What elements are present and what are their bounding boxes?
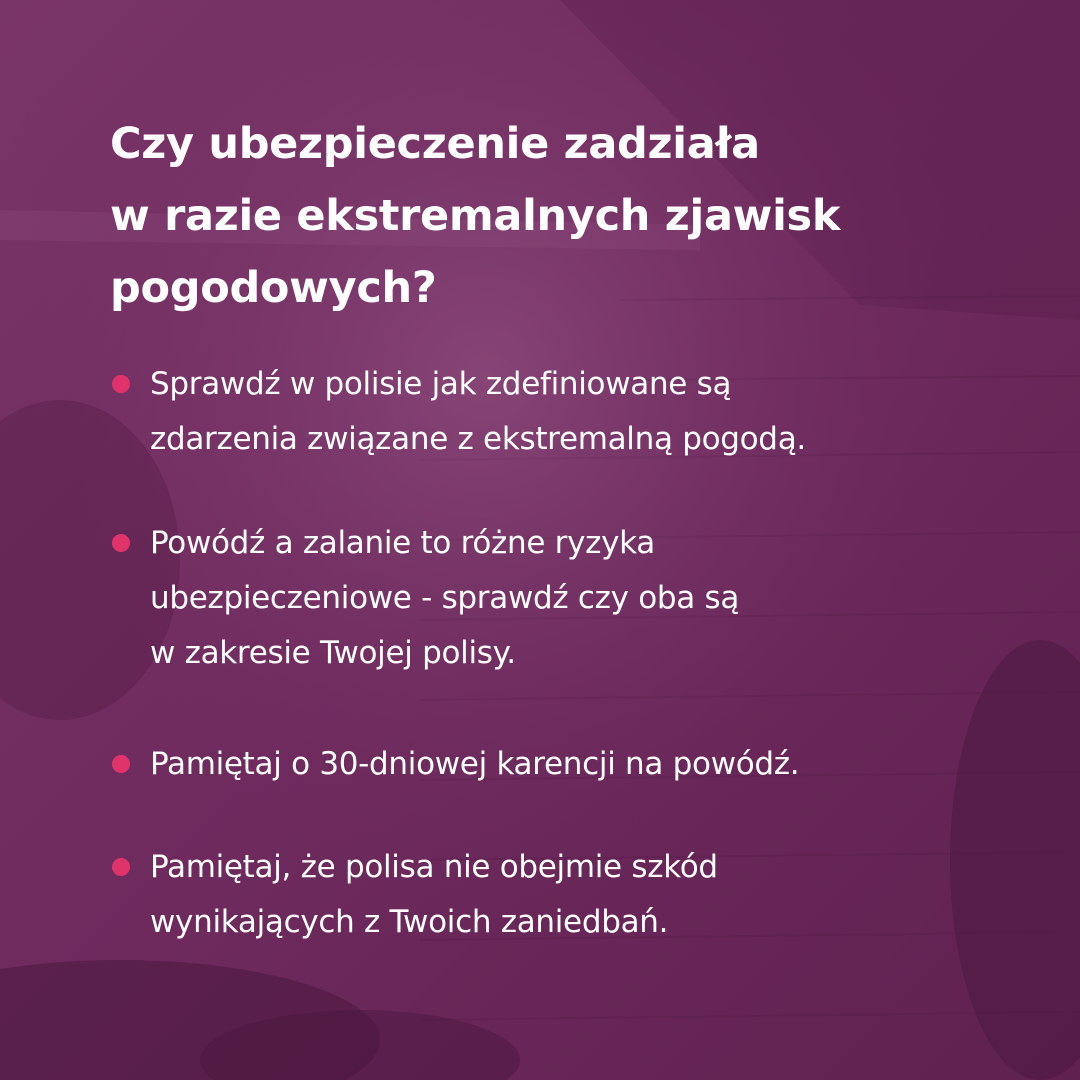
list-item-line: w zakresie Twojej polisy.: [150, 635, 516, 671]
list-item-line: Sprawdź w polisie jak zdefiniowane są: [150, 366, 732, 402]
title-line: pogodowych?: [110, 263, 437, 313]
list-item-line: wynikających z Twoich zaniedbań.: [150, 904, 669, 940]
list-item: [110, 357, 1040, 467]
list-item-line: zdarzenia związane z ekstremalną pogodą.: [150, 421, 806, 457]
list-item: [110, 516, 1040, 681]
list-item-line: Pamiętaj, że polisa nie obejmie szkód: [150, 849, 718, 885]
page-title: [110, 108, 990, 324]
bullet-dot-icon: [112, 755, 130, 773]
list-item-line: Powódź a zalanie to różne ryzyka: [150, 525, 655, 561]
list-item: [110, 840, 1040, 950]
list-item-text: [150, 357, 1040, 467]
bullet-dot-icon: [112, 858, 130, 876]
list-item: [110, 737, 1040, 792]
list-item-line: Pamiętaj o 30-dniowej karencji na powódź.: [150, 746, 800, 782]
list-item-text: [150, 840, 1040, 950]
list-item-text: [150, 737, 1040, 792]
list-item-text: [150, 516, 1040, 681]
bullet-dot-icon: [112, 534, 130, 552]
list-item-line: ubezpieczeniowe - sprawdź czy oba są: [150, 580, 740, 616]
tips-list: [110, 357, 1040, 999]
title-line: Czy ubezpieczenie zadziała: [110, 119, 760, 169]
bullet-dot-icon: [112, 375, 130, 393]
title-line: w razie ekstremalnych zjawisk: [110, 191, 841, 241]
